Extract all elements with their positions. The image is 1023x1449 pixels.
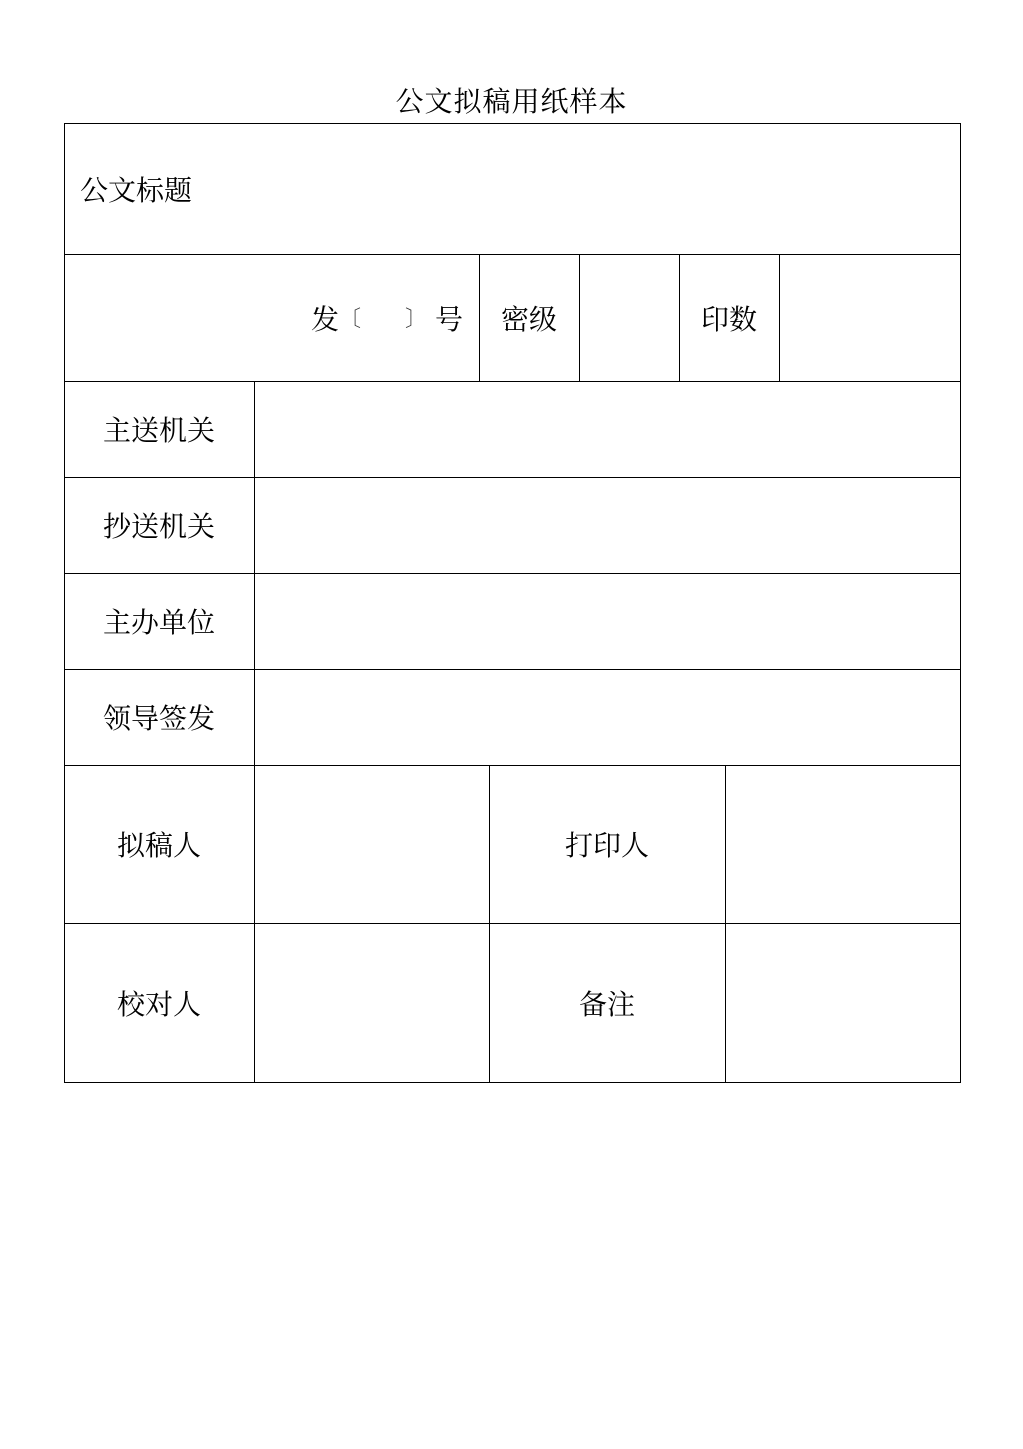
host-unit-label: 主办单位 bbox=[102, 606, 215, 639]
host-unit-field[interactable] bbox=[255, 574, 960, 669]
cc-recipient-label: 抄送机关 bbox=[102, 510, 215, 543]
form-border-right bbox=[960, 123, 961, 1083]
doc-number-prefix: 发 bbox=[310, 302, 339, 336]
proofreader-field[interactable] bbox=[255, 924, 489, 1082]
main-recipient-label: 主送机关 bbox=[102, 414, 215, 447]
subject-label: 公文标题 bbox=[80, 173, 193, 207]
doc-number-suffix: 号 bbox=[434, 302, 463, 336]
page-title: 公文拟稿用纸样本 bbox=[395, 85, 628, 118]
subject-field[interactable] bbox=[260, 135, 950, 245]
proofreader-label: 校对人 bbox=[116, 987, 201, 1021]
form-border-bottom bbox=[64, 1082, 961, 1083]
security-label: 密级 bbox=[500, 302, 557, 336]
drafter-field[interactable] bbox=[255, 766, 489, 923]
leader-sign-field[interactable] bbox=[255, 670, 960, 765]
security-field[interactable] bbox=[580, 255, 679, 381]
doc-number bbox=[311, 298, 463, 338]
doc-number-field[interactable] bbox=[64, 254, 479, 381]
remarks-field[interactable] bbox=[726, 924, 960, 1082]
main-recipient-field[interactable] bbox=[255, 382, 960, 477]
leader-sign-label: 领导签发 bbox=[102, 702, 215, 735]
drafter-label: 拟稿人 bbox=[116, 829, 201, 862]
remarks-label: 备注 bbox=[578, 987, 635, 1021]
doc-number-open-bracket: 〔 bbox=[338, 307, 361, 332]
copies-label: 印数 bbox=[700, 302, 757, 336]
copies-field[interactable] bbox=[780, 255, 960, 381]
doc-number-close-bracket: 〕 bbox=[404, 307, 427, 332]
typist-field[interactable] bbox=[726, 766, 960, 923]
cc-recipient-field[interactable] bbox=[255, 478, 960, 573]
typist-label: 打印人 bbox=[564, 829, 649, 862]
